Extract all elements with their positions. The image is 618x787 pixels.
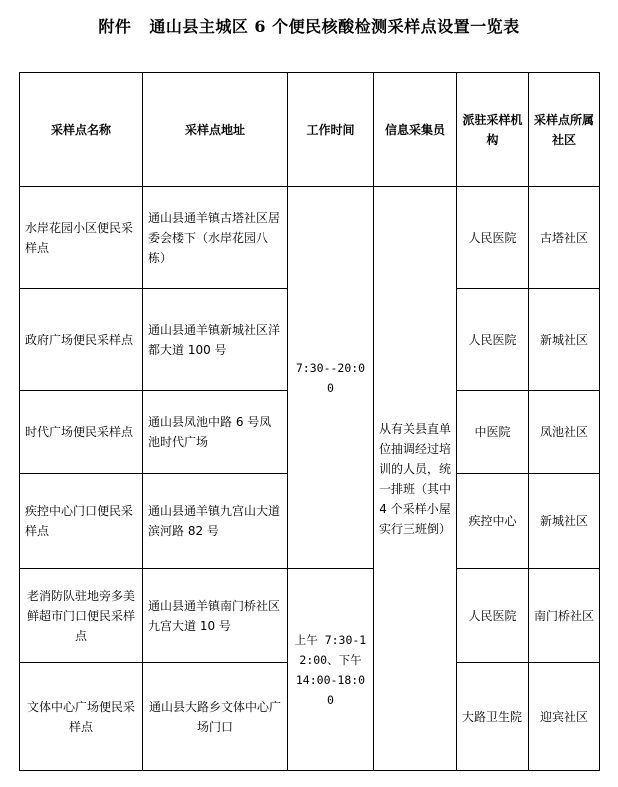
row-name: 疾控中心门口便民采样点 [20, 474, 143, 569]
header-address: 采样点地址 [143, 73, 288, 187]
row-address: 通山县大路乡文体中心广场门口 [143, 663, 288, 771]
row-community: 凤池社区 [529, 391, 600, 474]
row-community: 新城社区 [529, 289, 600, 391]
row-name: 文体中心广场便民采样点 [20, 663, 143, 771]
header-community: 采样点所属社区 [529, 73, 600, 187]
header-org: 派驻采样机构 [457, 73, 529, 187]
collector-cell: 从有关县直单位抽调经过培训的人员，统一排班（其中 4 个采样小屋实行三班倒） [374, 187, 457, 771]
row-org: 人民医院 [457, 569, 529, 663]
row-org: 大路卫生院 [457, 663, 529, 771]
row-address: 通山县通羊镇新城社区洋都大道 100 号 [143, 289, 288, 391]
row-community: 古塔社区 [529, 187, 600, 289]
row-name: 时代广场便民采样点 [20, 391, 143, 474]
header-collector: 信息采集员 [374, 73, 457, 187]
row-org: 人民医院 [457, 289, 529, 391]
row-name: 水岸花园小区便民采样点 [20, 187, 143, 289]
row-community: 南门桥社区 [529, 569, 600, 663]
row-org: 中医院 [457, 391, 529, 474]
row-community: 新城社区 [529, 474, 600, 569]
title-text: 通山县主城区 6 个便民核酸检测采样点设置一览表 [149, 17, 520, 36]
row-name: 政府广场便民采样点 [20, 289, 143, 391]
row-address: 通山县凤池中路 6 号凤池时代广场 [143, 391, 288, 474]
row-name: 老消防队驻地旁多美鲜超市门口便民采样点 [20, 569, 143, 663]
row-address: 通山县通羊镇南门桥社区九宫大道 10 号 [143, 569, 288, 663]
row-org: 人民医院 [457, 187, 529, 289]
row-address: 通山县通羊镇九宫山大道滨河路 82 号 [143, 474, 288, 569]
row-address: 通山县通羊镇古塔社区居委会楼下（水岸花园八栋） [143, 187, 288, 289]
work-time-cell-2: 上午 7:30-12:00、下午 14:00-18:00 [288, 569, 374, 771]
title-prefix: 附件 [98, 17, 132, 36]
header-work-time: 工作时间 [288, 73, 374, 187]
table-header-row [20, 73, 600, 187]
table-row [20, 569, 600, 663]
page-title [0, 14, 618, 37]
table-row [20, 187, 600, 289]
work-time-cell-1: 7:30--20:00 [288, 187, 374, 569]
row-community: 迎宾社区 [529, 663, 600, 771]
row-org: 疾控中心 [457, 474, 529, 569]
sampling-points-table [19, 72, 600, 771]
header-name: 采样点名称 [20, 73, 143, 187]
